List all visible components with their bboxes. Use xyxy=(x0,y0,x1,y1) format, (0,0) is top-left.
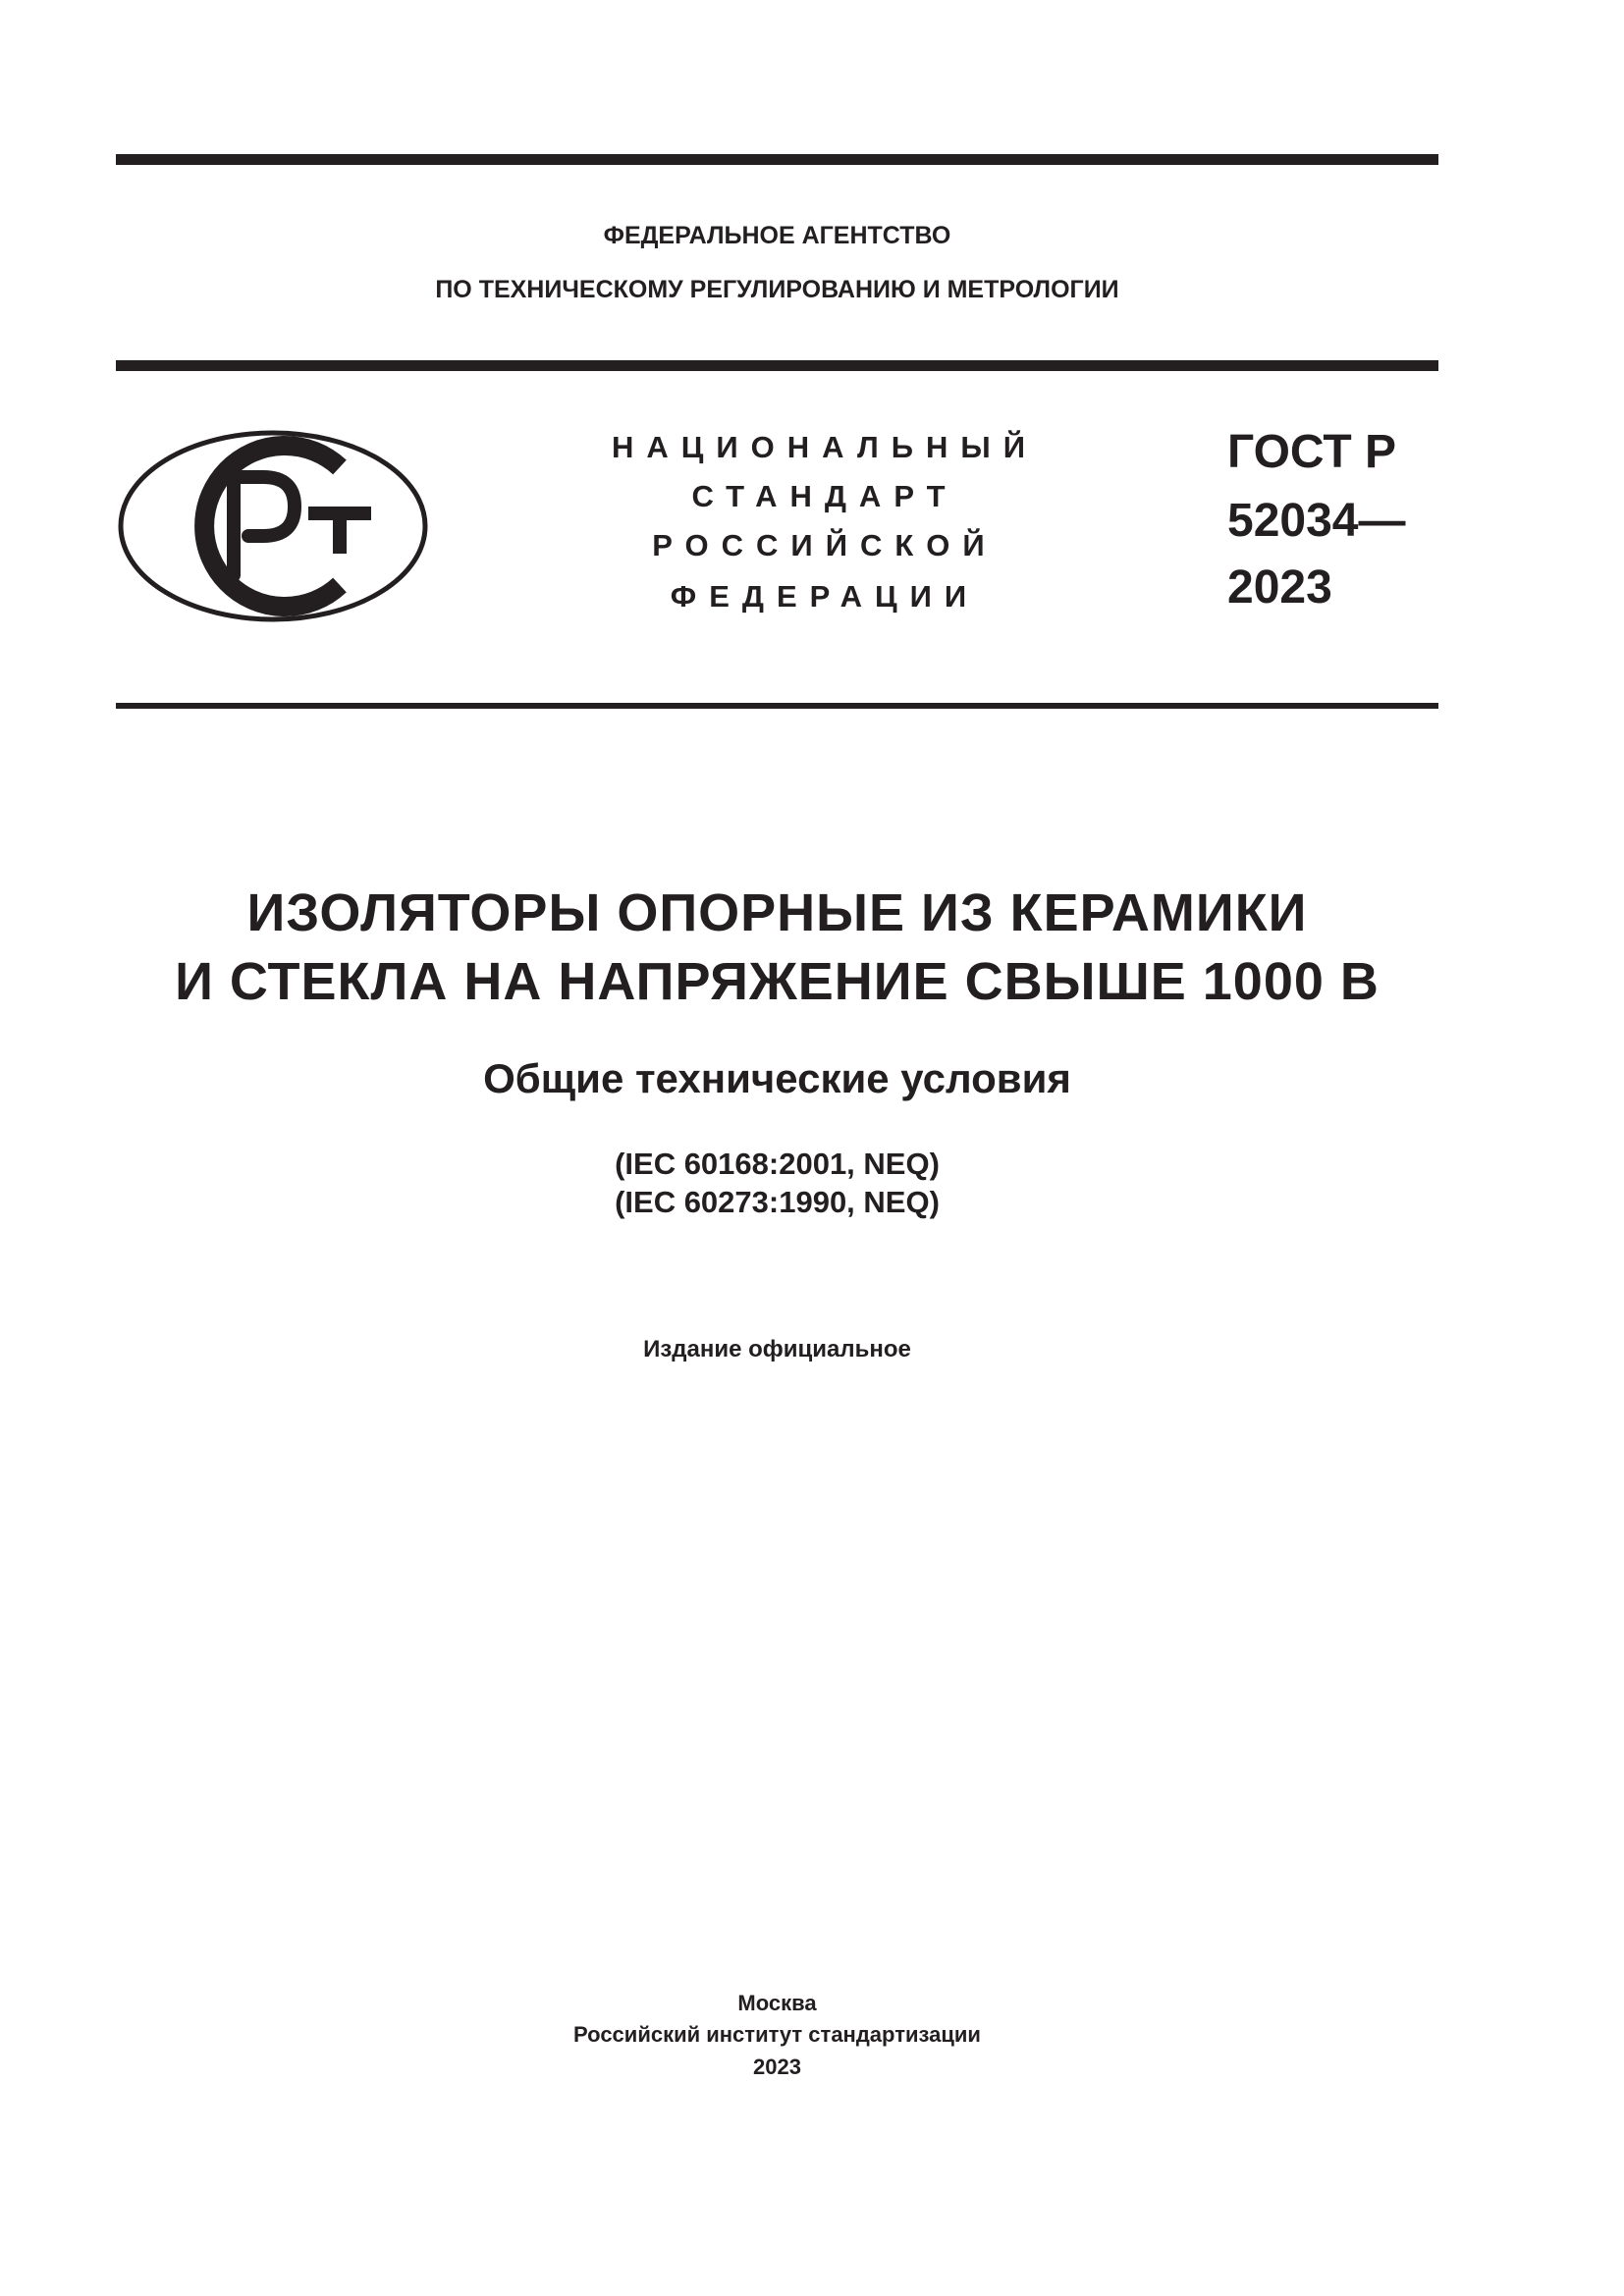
agency-name-line2: ПО ТЕХНИЧЕСКОМУ РЕГУЛИРОВАНИЮ И МЕТРОЛОГИИ xyxy=(435,276,1119,303)
standard-designation-year: 2023 xyxy=(1227,561,1332,614)
rst-certification-mark-icon xyxy=(116,428,430,624)
imprint-city: Москва xyxy=(737,1991,817,2015)
document-title-line2: И СТЕКЛА НА НАПРЯЖЕНИЕ СВЫШЕ 1000 В xyxy=(175,952,1380,1011)
agency-name-line1: ФЕДЕРАЛЬНОЕ АГЕНТСТВО xyxy=(603,222,951,249)
edition-note: Издание официальное xyxy=(643,1336,911,1362)
designation-rule xyxy=(116,703,1438,709)
reference-iec-60168: (IEC 60168:2001, NEQ) xyxy=(615,1147,940,1181)
imprint-publisher: Российский институт стандартизации xyxy=(573,2022,981,2047)
standard-designation-line1: ГОСТ Р xyxy=(1227,426,1397,478)
top-rule xyxy=(116,154,1438,165)
document-title-line1: ИЗОЛЯТОРЫ ОПОРНЫЕ ИЗ КЕРАМИКИ xyxy=(246,883,1308,942)
header-rule xyxy=(116,360,1438,371)
reference-iec-60273: (IEC 60273:1990, NEQ) xyxy=(615,1185,940,1219)
standard-type-line3: РОССИЙСКОЙ xyxy=(652,528,998,562)
standard-type-line4: ФЕДЕРАЦИИ xyxy=(670,579,980,614)
imprint-year: 2023 xyxy=(753,2055,801,2079)
standard-type-line2: СТАНДАРТ xyxy=(691,479,958,513)
document-subtitle: Общие технические условия xyxy=(483,1055,1071,1101)
standard-designation-line2: 52034— xyxy=(1227,495,1406,547)
standard-type-line1: НАЦИОНАЛЬНЫЙ xyxy=(611,430,1039,464)
